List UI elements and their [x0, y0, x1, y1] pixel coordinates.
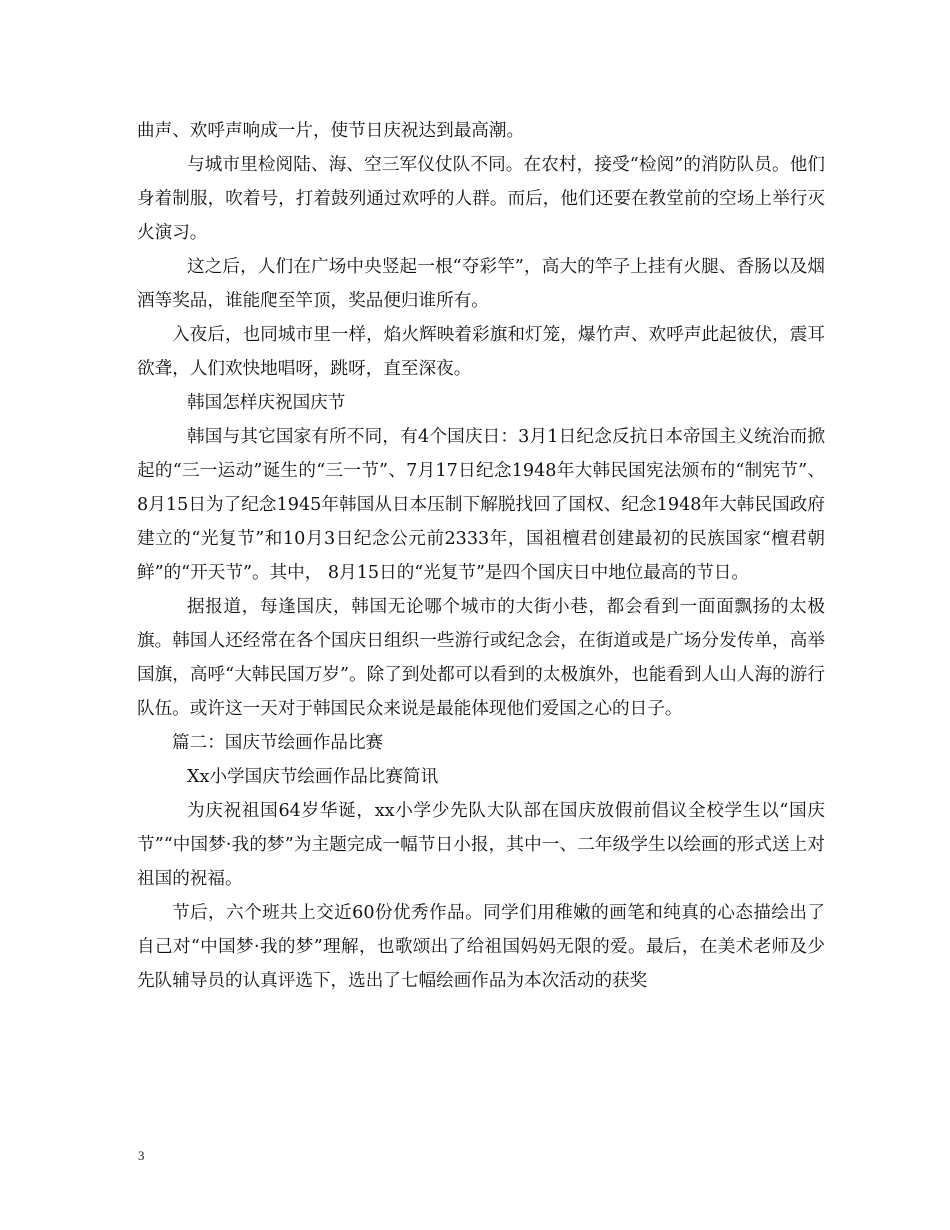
paragraph-night: 入夜后，也同城市里一样，焰火辉映着彩旗和灯笼，爆竹声、欢呼声此起彼伏，震耳欲聋，人们欢快地唱呀，跳呀，直至深夜。	[137, 325, 825, 379]
document-body	[137, 114, 825, 998]
heading-newsletter: Xx小学国庆节绘画作品比赛简讯	[187, 767, 439, 787]
paragraph-continuation: 曲声、欢呼声响成一片，使节日庆祝达到最高潮。	[137, 121, 525, 141]
paragraph-greasy-pole: 这之后，人们在广场中央竖起一根“夺彩竿”，高大的竿子上挂有火腿、香肠以及烟酒等奖品，谁能爬至竿顶，奖品便归谁所有。	[137, 257, 825, 311]
page-number: 3	[138, 1148, 145, 1163]
heading-part-two: 篇二：国庆节绘画作品比赛	[172, 733, 384, 753]
paragraph-korea-holidays: 韩国与其它国家有所不同，有4个国庆日：3月1日纪念反抗日本帝国主义统治而掀起的“三一运动”诞生的“三一节”、7月17日纪念1948年大韩民国宪法颁布的“制宪节”、8月15日为了纪念1945年韩国从日本压制下解脱找回了国权、纪念1948年大韩民国政府建立的“光复节”和10月3日纪念公元前2333年，国祖檀君创建最初的民族国家“檀君朝鲜”的“开天节”。其中， 8月15日的“光复节”是四个国庆日中地位最高的节日。	[137, 427, 825, 583]
paragraph-fire-brigade: 与城市里检阅陆、海、空三军仪仗队不同。在农村，接受“检阅”的消防队员。他们身着制服，吹着号，打着鼓列通过欢呼的人群。而后，他们还要在教堂前的空场上举行灭火演习。	[137, 155, 825, 243]
heading-korea-national-day: 韩国怎样庆祝国庆节	[187, 393, 346, 413]
paragraph-contest-intro: 为庆祝祖国64岁华诞，xx小学少先队大队部在国庆放假前倡议全校学生以“国庆节”“中国梦·我的梦”为主题完成一幅节日小报，其中一、二年级学生以绘画的形式送上对祖国的祝福。	[137, 801, 825, 889]
paragraph-contest-result: 节后，六个班共上交近60份优秀作品。同学们用稚嫩的画笔和纯真的心态描绘出了自己对“中国梦·我的梦”理解，也歌颂出了给祖国妈妈无限的爱。最后，在美术老师及少先队辅导员的认真评选下，选出了七幅绘画作品为本次活动的获奖	[137, 903, 825, 991]
paragraph-korea-celebration: 据报道，每逢国庆，韩国无论哪个城市的大街小巷，都会看到一面面飘扬的太极旗。韩国人还经常在各个国庆日组织一些游行或纪念会，在街道或是广场分发传单，高举国旗，高呼“大韩民国万岁”。除了到处都可以看到的太极旗外，也能看到人山人海的游行队伍。或许这一天对于韩国民众来说是最能体现他们爱国之心的日子。	[137, 597, 825, 719]
